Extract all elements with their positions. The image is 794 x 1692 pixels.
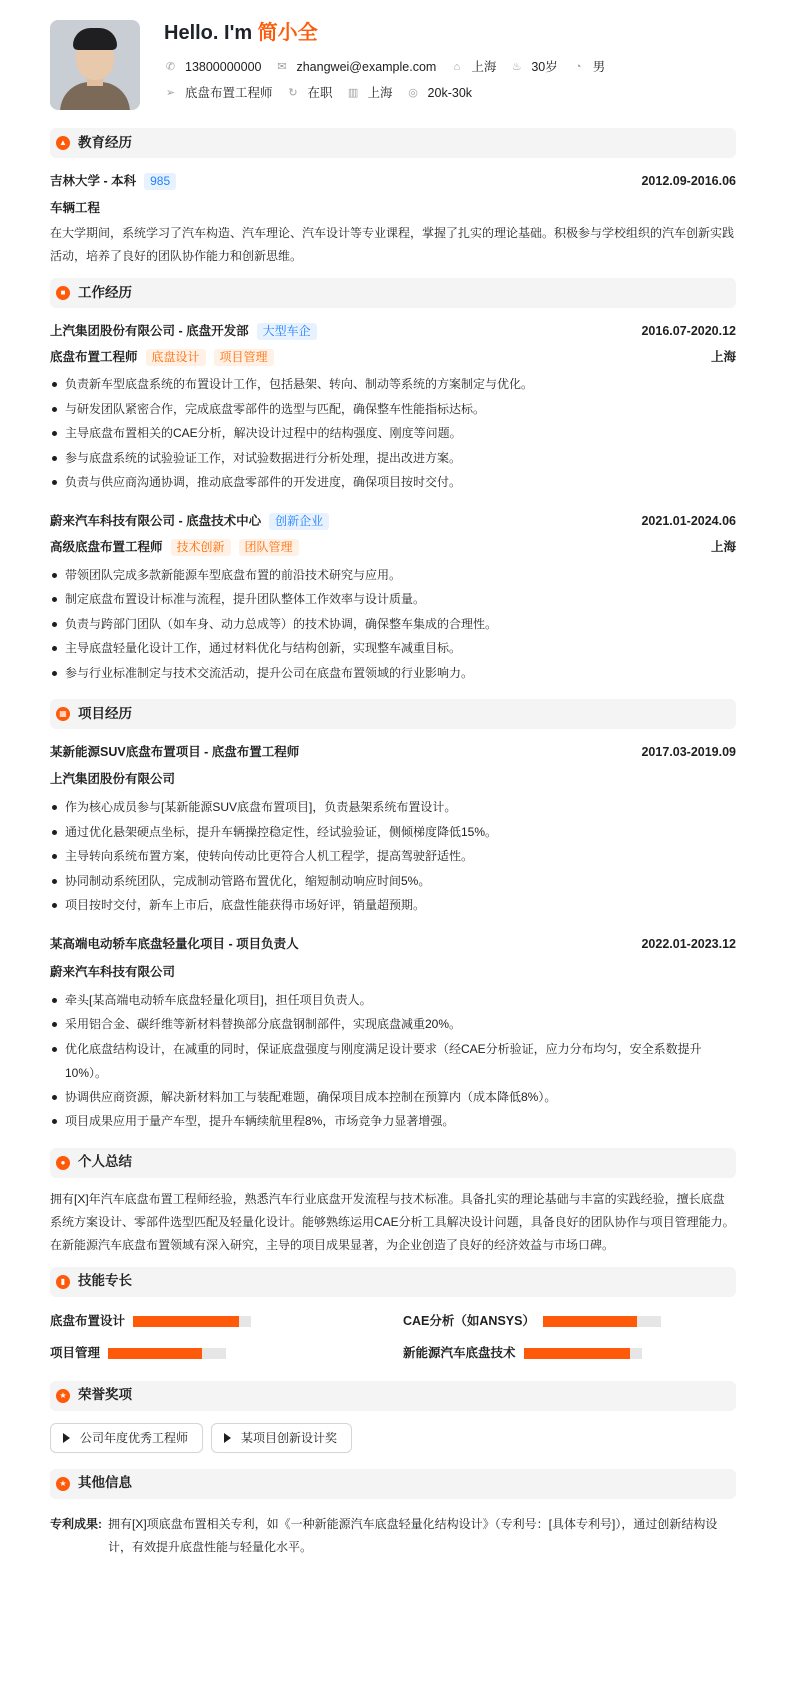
avatar xyxy=(50,20,140,110)
work-company: 上汽集团股份有限公司 - 底盘开发部 xyxy=(50,323,249,338)
education-period: 2012.09-2016.06 xyxy=(641,173,736,188)
work-bullets xyxy=(50,563,736,686)
education-row xyxy=(50,168,736,194)
work-skill-tag: 团队管理 xyxy=(239,539,299,556)
skill-bar xyxy=(543,1316,661,1327)
target-city-value: 上海 xyxy=(367,85,393,100)
project-period: 2022.01-2023.12 xyxy=(641,937,736,952)
list-item: 作为核心成员参与[某新能源SUV底盘布置项目]，负责悬架系统布置设计。 xyxy=(50,795,736,820)
education-title: 教育经历 xyxy=(78,134,132,150)
contact-row xyxy=(164,56,619,78)
gender-icon: ◔ xyxy=(574,60,582,73)
project-name: 某高端电动轿车底盘轻量化项目 - 项目负责人 xyxy=(50,937,299,952)
skill-name: 新能源汽车底盘技术 xyxy=(403,1346,516,1361)
skill-item xyxy=(403,1343,736,1365)
education-desc: 在大学期间，系统学习了汽车构造、汽车理论、汽车设计等专业课程，掌握了扎实的理论基础。积极参与学校组织的汽车创新实践活动，培养了良好的团队协作能力和创新思维。 xyxy=(50,226,735,263)
work-company-row xyxy=(50,318,736,344)
job-value: 底盘布置工程师 xyxy=(185,85,273,100)
education-major: 车辆工程 xyxy=(50,201,101,215)
skill-name: 项目管理 xyxy=(50,1346,101,1361)
work-item xyxy=(50,509,736,686)
header-info xyxy=(164,20,619,108)
work-role-row xyxy=(50,344,736,370)
other-section xyxy=(50,1469,736,1559)
play-icon xyxy=(224,1433,231,1443)
age-value: 30岁 xyxy=(531,59,558,74)
summary-text: 拥有[X]年汽车底盘布置工程师经验，熟悉汽车行业底盘开发流程与技术标准。具备扎实的理论基础与丰富的实践经验，擅长底盘系统方案设计、零部件选型匹配及轻量化设计。能够熟练运用CAE分析工具解决设计问题，具备良好的团队协作与项目管理能力。在新能源汽车底盘布置领域有深入研究，主导的项目成果显著，为企业创造了良好的经济效益与市场口碑。 xyxy=(50,1191,735,1252)
gender-item xyxy=(572,58,606,77)
work-company-line xyxy=(50,322,317,341)
job-row xyxy=(164,82,619,104)
work-role-row xyxy=(50,535,736,561)
skill-bar-fill xyxy=(133,1316,239,1327)
list-item: 与研发团队紧密合作，完成底盘零部件的选型与匹配，确保整车性能指标达标。 xyxy=(50,397,736,422)
summary-section xyxy=(50,1148,736,1257)
skill-name: CAE分析（如ANSYS） xyxy=(403,1314,535,1329)
list-item: 制定底盘布置设计标准与流程，提升团队整体工作效率与设计质量。 xyxy=(50,587,736,612)
resume-header xyxy=(50,20,736,116)
honors-section xyxy=(50,1381,736,1459)
skill-bar xyxy=(108,1348,226,1359)
work-title: 工作经历 xyxy=(78,284,132,300)
list-item: 参与行业标准制定与技术交流活动，提升公司在底盘布置领域的行业影响力。 xyxy=(50,661,736,686)
chart-icon: ▮ xyxy=(56,1275,70,1289)
work-role-line xyxy=(50,538,299,557)
education-header xyxy=(50,128,736,158)
project-period: 2017.03-2019.09 xyxy=(641,744,736,759)
work-company: 蔚来汽车科技有限公司 - 底盘技术中心 xyxy=(50,514,262,529)
list-item: 项目按时交付，新车上市后，底盘性能获得市场好评，销量超预期。 xyxy=(50,893,736,918)
skill-item xyxy=(50,1311,383,1333)
project-item xyxy=(50,932,736,1134)
job-item xyxy=(164,84,273,103)
work-company-tag: 大型车企 xyxy=(257,323,317,340)
greeting-text: Hello. I'm xyxy=(164,22,258,44)
person-icon: ● xyxy=(56,1156,70,1170)
award-icon: ★ xyxy=(56,1389,70,1403)
summary-title: 个人总结 xyxy=(78,1154,132,1170)
work-skill-tag: 项目管理 xyxy=(214,349,274,366)
candidate-name: 简小全 xyxy=(257,22,318,44)
email-item xyxy=(275,58,436,77)
other-title: 其他信息 xyxy=(78,1475,132,1491)
skill-bar xyxy=(524,1348,642,1359)
email-value: zhangwei@example.com xyxy=(296,59,437,74)
list-item: 负责与跨部门团队（如车身、动力总成等）的技术协调，确保整车集成的合理性。 xyxy=(50,612,736,637)
list-item: 负责与供应商沟通协调，推动底盘零部件的开发进度，确保项目按时交付。 xyxy=(50,470,736,495)
skill-bar-fill xyxy=(524,1348,630,1359)
list-item: 协调供应商资源，解决新材料加工与装配难题，确保项目成本控制在预算内（成本降低8%）。 xyxy=(50,1085,736,1110)
school-tag: 985 xyxy=(144,173,176,190)
skill-bar xyxy=(133,1316,251,1327)
honors-header xyxy=(50,1381,736,1411)
summary-header xyxy=(50,1148,736,1178)
avatar-body xyxy=(60,82,130,110)
salary-item xyxy=(407,84,472,103)
project-name-row xyxy=(50,932,736,958)
project-bullets xyxy=(50,795,736,918)
briefcase-icon: ■ xyxy=(56,286,70,300)
list-item: 主导底盘轻量化设计工作，通过材料优化与结构创新，实现整车减重目标。 xyxy=(50,636,736,661)
list-item: 参与底盘系统的试验验证工作，对试验数据进行分析处理，提出改进方案。 xyxy=(50,446,736,471)
project-name-row xyxy=(50,739,736,765)
list-item: 带领团队完成多款新能源车型底盘布置的前沿技术研究与应用。 xyxy=(50,563,736,588)
skill-name: 底盘布置设计 xyxy=(50,1314,126,1329)
work-role-line xyxy=(50,348,274,367)
projects-header xyxy=(50,699,736,729)
mail-icon: ✉ xyxy=(277,60,287,73)
skill-bar-fill xyxy=(108,1348,202,1359)
skill-item xyxy=(50,1343,383,1365)
salary-icon: ◎ xyxy=(408,86,418,99)
project-bullets xyxy=(50,988,736,1134)
status-item xyxy=(287,84,333,103)
work-company-line xyxy=(50,512,329,531)
education-section xyxy=(50,128,736,268)
graduation-cap-icon: ▲ xyxy=(56,136,70,150)
skill-bar-fill xyxy=(543,1316,637,1327)
list-item: 主导底盘布置相关的CAE分析，解决设计过程中的结构强度、刚度等问题。 xyxy=(50,421,736,446)
work-company-tag: 创新企业 xyxy=(269,513,329,530)
other-value: 拥有[X]项底盘布置相关专利，如《一种新能源汽车底盘轻量化结构设计》（专利号：[具体专利号]），通过创新结构设计，有效提升底盘性能与轻量化水平。 xyxy=(108,1516,718,1554)
work-city: 上海 xyxy=(710,540,736,555)
phone-value: 13800000000 xyxy=(185,59,262,74)
honor-label: 某项目创新设计奖 xyxy=(241,1430,338,1445)
phone-item xyxy=(164,58,261,77)
status-icon: ↻ xyxy=(288,86,298,99)
skills-grid xyxy=(50,1307,736,1371)
projects-section xyxy=(50,699,736,1134)
work-role: 底盘布置工程师 xyxy=(50,349,138,364)
honors-title: 荣誉奖项 xyxy=(78,1387,132,1403)
grid-icon: ▦ xyxy=(56,707,70,721)
play-icon xyxy=(63,1433,70,1443)
work-header xyxy=(50,278,736,308)
list-item: 主导转向系统布置方案，使转向传动比更符合人机工程学，提高驾驶舒适性。 xyxy=(50,844,736,869)
honors-list xyxy=(50,1421,736,1459)
other-row xyxy=(50,1509,736,1559)
list-item: 通过优化悬架硬点坐标，提升车辆操控稳定性，经试验验证，侧倾梯度降低15%。 xyxy=(50,820,736,845)
location-item xyxy=(450,58,496,77)
list-item: 优化底盘结构设计，在减重的同时，保证底盘强度与刚度满足设计要求（经CAE分析验证，应力分布均匀，安全系数提升10%）。 xyxy=(50,1037,736,1085)
work-section xyxy=(50,278,736,685)
list-item: 协同制动系统团队，完成制动管路布置优化，缩短制动响应时间5%。 xyxy=(50,869,736,894)
list-item: 负责新车型底盘系统的布置设计工作，包括悬架、转向、制动等系统的方案制定与优化。 xyxy=(50,372,736,397)
avatar-hair xyxy=(73,28,117,50)
work-item xyxy=(50,318,736,495)
other-header xyxy=(50,1469,736,1499)
skills-title: 技能专长 xyxy=(78,1273,132,1289)
age-icon: ♨ xyxy=(511,60,522,73)
school-line xyxy=(50,172,176,191)
plane-icon: ➢ xyxy=(165,86,176,99)
list-item: 牵头[某高端电动轿车底盘轻量化项目]，担任项目负责人。 xyxy=(50,988,736,1013)
greeting-title xyxy=(164,20,619,46)
work-period: 2021.01-2024.06 xyxy=(641,514,736,529)
location-value: 上海 xyxy=(471,59,497,74)
other-key: 专利成果: xyxy=(50,1516,102,1531)
status-value: 在职 xyxy=(307,85,333,100)
list-item: 项目成果应用于量产车型，提升车辆续航里程8%，市场竞争力显著增强。 xyxy=(50,1109,736,1134)
project-name: 某新能源SUV底盘布置项目 - 底盘布置工程师 xyxy=(50,744,300,759)
work-skill-tag: 技术创新 xyxy=(171,539,231,556)
honor-badge xyxy=(211,1423,352,1453)
work-city: 上海 xyxy=(710,349,736,364)
project-company: 上汽集团股份有限公司 xyxy=(50,772,176,786)
honor-badge xyxy=(50,1423,203,1453)
salary-value: 20k-30k xyxy=(427,85,473,100)
skills-header xyxy=(50,1267,736,1297)
list-item: 采用铝合金、碳纤维等新材料替换部分底盘钢制部件，实现底盘减重20%。 xyxy=(50,1012,736,1037)
work-bullets xyxy=(50,372,736,495)
projects-title: 项目经历 xyxy=(78,705,132,721)
info-icon: ★ xyxy=(56,1477,70,1491)
project-company: 蔚来汽车科技有限公司 xyxy=(50,964,176,979)
work-period: 2016.07-2020.12 xyxy=(641,323,736,338)
work-skill-tag: 底盘设计 xyxy=(146,349,206,366)
skills-section xyxy=(50,1267,736,1371)
work-role: 高级底盘布置工程师 xyxy=(50,540,163,555)
project-item xyxy=(50,739,736,918)
age-item xyxy=(510,58,557,77)
skill-item xyxy=(403,1311,736,1333)
school-name: 吉林大学 - 本科 xyxy=(50,173,137,188)
building-icon: ▥ xyxy=(347,86,359,99)
gender-value: 男 xyxy=(592,59,606,74)
phone-icon: ✆ xyxy=(165,60,176,73)
honor-label: 公司年度优秀工程师 xyxy=(80,1430,189,1445)
home-icon: ⌂ xyxy=(453,60,461,73)
work-company-row xyxy=(50,509,736,535)
target-city-item xyxy=(347,84,393,103)
